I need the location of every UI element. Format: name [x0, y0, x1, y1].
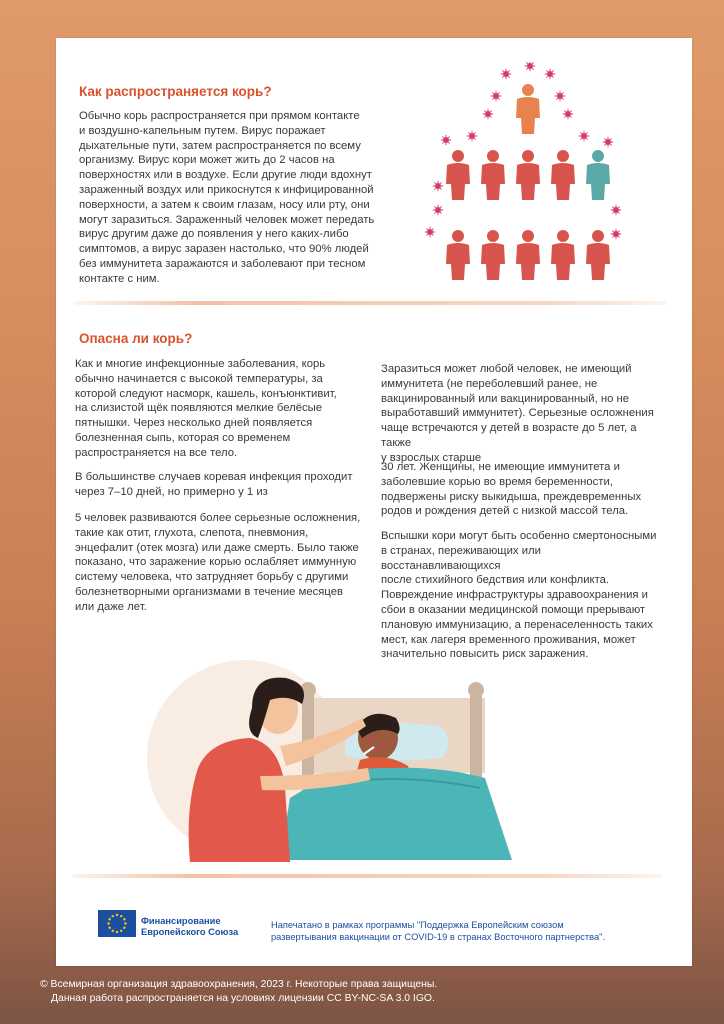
footer-divider [72, 874, 662, 878]
danger-right-text-line: вакцинированный или вакцинированный, но не [381, 392, 630, 405]
spread-text-line: дыхательные пути, затем распространяется по всему [79, 139, 361, 152]
virus-icon [563, 109, 573, 119]
sick-child-illustration [140, 648, 520, 862]
virus-icon [433, 181, 443, 191]
danger-left-paragraph-3 [75, 511, 375, 615]
danger-left-text-line: через 7–10 дней, но примерно у 1 из [75, 485, 268, 498]
danger-right-text-line: в странах, переживающих или восстанавливающихся [381, 544, 541, 572]
virus-icon [611, 229, 621, 239]
section-heading-spread: Как распространяется корь? [79, 84, 272, 99]
danger-left-paragraph-2 [75, 470, 375, 500]
danger-left-text-line: на слизистой щёк появляются мелкие белёсые [75, 402, 323, 415]
spread-text-line: и воздушно-капельным путем. Вирус поражает [79, 124, 326, 137]
eu-funding-line-1: Финансирование [141, 916, 221, 926]
copyright-line-1: © Всемирная организация здравоохранения, 2023 г. Некоторые права защищены. [40, 979, 438, 990]
danger-left-text-line: или даже лет. [75, 600, 147, 613]
danger-right-text-line: 30 лет. Женщины, не имеющие иммунитета и [381, 461, 620, 473]
danger-right-text-line: чаще встречаются у детей в возрасте до 5 лет, а также [381, 422, 637, 449]
eu-star-icon [108, 918, 110, 920]
spread-text-line: Обычно корь распространяется при прямом контакте [79, 110, 360, 122]
danger-right-text-line: Вспышки кори могут быть особенно смертоносными [381, 530, 657, 542]
spread-text-line: могут заразиться. Зараженный человек может передать [79, 213, 375, 226]
person-icon [516, 230, 540, 280]
spread-text-line: без иммунитета заражаются и заболевают при тесном [79, 257, 366, 270]
danger-left-paragraph-1 [75, 357, 375, 461]
copyright-line-2: Данная работа распространяется на условиях лицензии CC BY-NC-SA 3.0 IGO. [51, 993, 435, 1004]
danger-left-text-line: В большинстве случаев коревая инфекция проходит [75, 471, 353, 483]
spread-text-line: поверхности, а затем к своим глазам, носу или рту, они [79, 198, 370, 211]
danger-right-text-line: значительно повысить риск заражения. [381, 648, 589, 661]
danger-right-text-line: заболевшие корью во время беременности, [381, 475, 613, 488]
spread-paragraph [79, 109, 419, 287]
virus-icon [483, 109, 493, 119]
section-divider [75, 301, 667, 305]
danger-left-text-line: показано, что заражение корью ослабляет иммунную [75, 556, 357, 569]
eu-star-icon [112, 930, 114, 932]
virus-icon [545, 69, 555, 79]
copyright-notice [40, 978, 437, 1006]
eu-star-icon [116, 914, 118, 916]
person-icon [481, 230, 505, 280]
transmission-infographic [418, 62, 628, 302]
eu-star-icon [120, 915, 122, 917]
spread-text-line: организму. Вирус кори может жить до 2 часов на [79, 154, 335, 167]
danger-right-text-line: иммунитета (не переболевший ранее, не [381, 377, 598, 390]
spread-text-line: вирус другим даже до появления у него каких-либо [79, 228, 349, 241]
danger-left-text-line: которой следуют насморк, кашель, конъюнктивит, [75, 387, 337, 400]
virus-icon [603, 137, 613, 147]
danger-left-text-line: такие как отит, глухота, слепота, пневмония, [75, 526, 309, 539]
eu-star-icon [112, 915, 114, 917]
danger-left-text-line: Как и многие инфекционные заболевания, корь [75, 358, 326, 370]
virus-icon [441, 135, 451, 145]
danger-right-text-line: сбои в оказании медицинской помощи прерывают [381, 603, 646, 616]
danger-left-text-line: болезненная сыпь, которая со временем [75, 431, 291, 444]
person-icon [516, 150, 540, 200]
person-icon [586, 150, 610, 200]
virus-icon [491, 91, 501, 101]
eu-star-icon [124, 922, 126, 924]
person-icon [481, 150, 505, 200]
person-icon [551, 150, 575, 200]
person-icon [551, 230, 575, 280]
program-note [271, 919, 641, 943]
danger-left-text-line: распространяется на все тело. [75, 446, 238, 459]
program-note-line-2: развертывания вакцинации от COVID-19 в странах Восточного партнерства". [271, 932, 606, 942]
person-icon [446, 150, 470, 200]
virus-icon [611, 205, 621, 215]
eu-funding-label [141, 916, 238, 938]
virus-icon [579, 131, 589, 141]
eu-star-icon [123, 927, 125, 929]
danger-right-text-line: плановую иммунизацию, а перенаселенность таких [381, 618, 653, 631]
section-heading-danger: Опасна ли корь? [79, 331, 193, 346]
danger-right-text-line: выработавший иммунитет). Серьезные осложнения [381, 407, 654, 420]
virus-icon [425, 227, 435, 237]
danger-left-text-line: систему человека, что затрудняет борьбу с другими [75, 571, 349, 584]
danger-right-text-line: мест, как лагеря временного проживания, может [381, 633, 636, 646]
danger-left-text-line: болезнетворными организмами в течение месяцев [75, 585, 344, 598]
virus-icon [467, 131, 477, 141]
danger-right-text-line: Заразиться может любой человек, не имеющий [381, 363, 632, 375]
program-note-line-1: Напечатано в рамках программы "Поддержка Европейским союзом [271, 920, 564, 930]
eu-flag-icon [98, 910, 136, 937]
danger-right-text-line: родов и рождения детей с низкой массой тела. [381, 505, 629, 518]
person-icon [586, 230, 610, 280]
eu-star-icon [116, 931, 118, 933]
danger-left-text-line: пятнышки. Через несколько дней появляется [75, 417, 313, 430]
virus-icon [501, 69, 511, 79]
danger-right-text-line: подвержены риску выкидыша, преждевременных [381, 490, 642, 503]
danger-right-text-line: у взрослых старше [381, 451, 482, 464]
person-icon [516, 84, 540, 134]
danger-right-text-line: Повреждение инфраструктуры здравоохранения и [381, 589, 648, 602]
spread-text-line: поверхностях или в воздухе. Если другие люди вдохнут [79, 169, 372, 182]
danger-left-text-line: обычно начинается с высокой температуры, за [75, 372, 323, 385]
person-icon [446, 230, 470, 280]
eu-funding-line-2: Европейского Союза [141, 927, 239, 937]
danger-right-paragraph-2 [381, 460, 661, 519]
spread-text-line: симптомов, а вирус заразен настолько, что 90% людей [79, 243, 369, 256]
spread-text-line: контакте с ним. [79, 272, 160, 285]
virus-icon [433, 205, 443, 215]
danger-right-text-line: после стихийного бедствия или конфликта. [381, 574, 610, 587]
eu-star-icon [123, 918, 125, 920]
danger-left-text-line: энцефалит (отек мозга) или даже смерть. Было также [75, 541, 359, 554]
spread-text-line: зараженный воздух или прикоснутся к инфицированной [79, 183, 374, 196]
eu-star-icon [120, 930, 122, 932]
eu-star-icon [108, 927, 110, 929]
eu-star-icon [107, 922, 109, 924]
danger-right-paragraph-3 [381, 529, 661, 662]
virus-icon [525, 62, 535, 71]
virus-icon [555, 91, 565, 101]
danger-right-paragraph-1 [381, 362, 661, 466]
danger-left-text-line: 5 человек развиваются более серьезные осложнения, [75, 512, 361, 524]
